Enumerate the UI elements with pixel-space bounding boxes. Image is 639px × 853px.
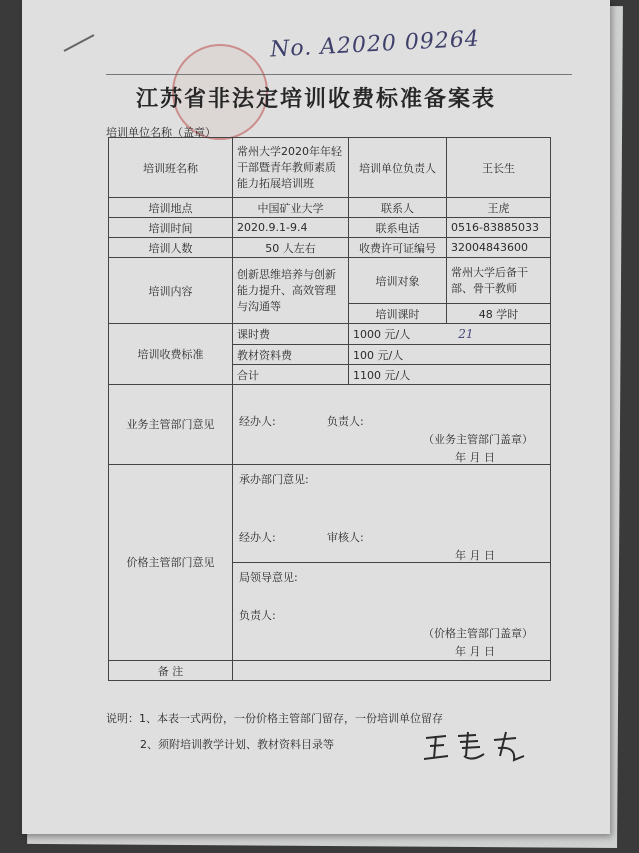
time-value: 2020.9.1-9.4 (233, 218, 349, 238)
contact-value: 王虎 (447, 198, 551, 218)
fee-item-amount: 100 元/人 (349, 345, 551, 365)
notes (106, 706, 443, 758)
target-label: 培训对象 (349, 258, 447, 304)
dept-date: 年 月 日 (455, 451, 495, 464)
principal-label: 培训单位负责人 (349, 138, 447, 198)
table-row (109, 138, 551, 198)
hours-value: 48 学时 (447, 304, 551, 324)
form-title: 江苏省非法定培训收费标准备案表 (135, 87, 496, 112)
table-row (109, 385, 551, 465)
fee-item-amount: 1100 元/人 (349, 365, 551, 385)
course-name-value: 常州大学2020年年轻干部暨青年教师素质能力拓展培训班 (233, 138, 349, 198)
people-value: 50 人左右 (233, 238, 349, 258)
table-row (109, 465, 551, 563)
phone-label: 联系电话 (349, 218, 447, 238)
price-undertake-cell (233, 465, 551, 563)
location-value: 中国矿业大学 (233, 198, 349, 218)
table-row (109, 258, 551, 304)
price-leader-cell (233, 563, 551, 661)
handwritten-note: 21 (458, 327, 474, 341)
content-value: 创新思维培养与创新能力提升、高效管理与沟通等 (233, 258, 349, 324)
price-leader: 局领导意见: (239, 571, 298, 584)
table-row (109, 324, 551, 345)
table-row (109, 661, 551, 681)
price-opinion-label: 价格主管部门意见 (109, 465, 233, 661)
fee-item-name: 合计 (233, 365, 349, 385)
dept-opinion-label: 业务主管部门意见 (109, 385, 233, 465)
hours-label: 培训课时 (349, 304, 447, 324)
license-label: 收费许可证编号 (349, 238, 447, 258)
dept-seal: （业务主管部门盖章） (423, 433, 533, 446)
target-value: 常州大学后备干部、骨干教师 (447, 258, 551, 304)
fee-label: 培训收费标准 (109, 324, 233, 385)
license-value: 32004843600 (447, 238, 551, 258)
remark-label: 备 注 (109, 661, 233, 681)
top-rule (106, 74, 572, 75)
price-reviewer: 审核人: (327, 531, 364, 544)
price-date-2: 年 月 日 (455, 645, 495, 658)
price-date-1: 年 月 日 (455, 549, 495, 562)
price-handler: 经办人: (239, 531, 276, 544)
fee-item-amount: 1000 元/人 21 (349, 324, 551, 345)
price-seal: （价格主管部门盖章） (423, 627, 533, 640)
course-name-label: 培训班名称 (109, 138, 233, 198)
dept-handler: 经办人: (239, 415, 276, 428)
unit-name-label: 培训单位名称（盖章） (106, 126, 216, 139)
price-responsible: 负责人: (239, 609, 276, 622)
remark-value (233, 661, 551, 681)
fee-item-name: 课时费 (233, 324, 349, 345)
form-sheet (22, 0, 610, 834)
filing-table (108, 137, 551, 681)
note-line-1: 说明：1、本表一式两份，一份价格主管部门留存，一份培训单位留存 (106, 712, 443, 725)
dept-opinion-cell (233, 385, 551, 465)
price-undertake: 承办部门意见: (239, 473, 309, 486)
location-label: 培训地点 (109, 198, 233, 218)
people-label: 培训人数 (109, 238, 233, 258)
content-label: 培训内容 (109, 258, 233, 324)
phone-value: 0516-83885033 (447, 218, 551, 238)
principal-value: 王长生 (447, 138, 551, 198)
table-row (109, 238, 551, 258)
contact-label: 联系人 (349, 198, 447, 218)
note-line-2: 2、须附培训教学计划、教材资料目录等 (140, 738, 334, 751)
serial-number: No. A2020 09264 (269, 26, 481, 63)
pen-mark (64, 34, 95, 52)
time-label: 培训时间 (109, 218, 233, 238)
handwritten-signature (420, 726, 532, 766)
fee-item-name: 教材资料费 (233, 345, 349, 365)
dept-responsible: 负责人: (327, 415, 364, 428)
table-row (109, 218, 551, 238)
table-row (109, 198, 551, 218)
